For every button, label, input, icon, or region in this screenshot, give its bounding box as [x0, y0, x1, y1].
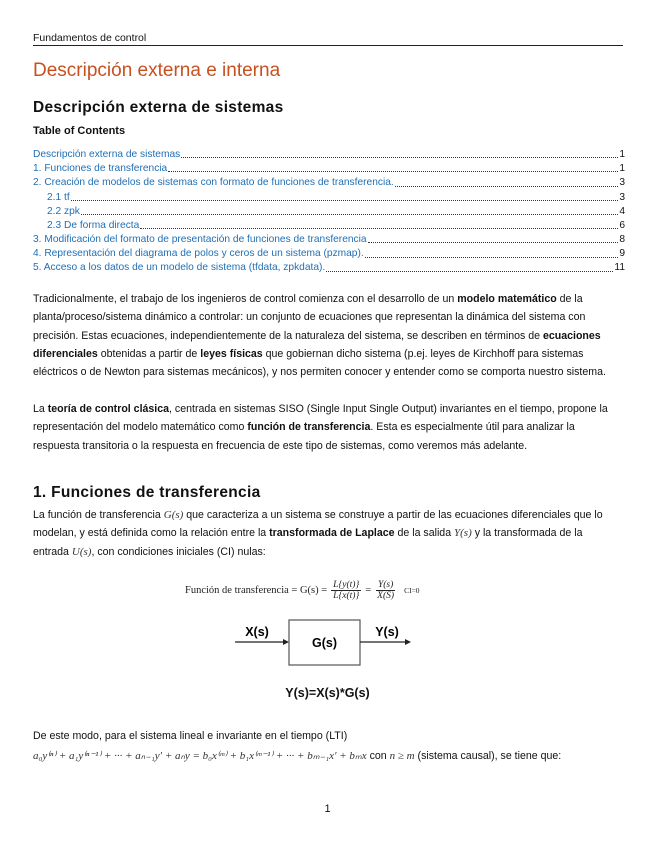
toc-entry-link[interactable]: 1. Funciones de transferencia [33, 163, 168, 175]
toc-page-number: 9 [619, 248, 625, 260]
toc-entry-link[interactable]: 2.3 De forma directa [47, 219, 140, 231]
block-diagram [225, 610, 425, 670]
page-title: Descripción externa e interna [33, 60, 281, 81]
section-1-paragraph: La función de transferencia G(s) que caracteriza a un sistema se construye a partir de las ecuaciones diferenciales que lo modelan, y está definida como la relación entre la transformada de Laplace de la salida Y(s) y la transformada de la entrada U(s), con condiciones iniciales (CI) nulas: [33, 509, 603, 558]
lti-intro: De este modo, para el sistema lineal e invariante en el tiempo (LTI) [33, 730, 348, 742]
toc-page-number: 1 [619, 148, 625, 160]
toc-page-number: 1 [619, 163, 625, 175]
lti-equation: a₀y⁽ⁿ⁾ + a₁y⁽ⁿ⁻¹⁾ + ··· + aₙ₋₁y′ + aₙy = b₀x⁽ᵐ⁾ + b₁x⁽ᵐ⁻¹⁾ + ··· + bₘ₋₁x′ + bₘx [33, 750, 367, 762]
toc-entry[interactable] [33, 219, 625, 233]
toc-leader-dots [181, 157, 618, 158]
toc-leader-dots [81, 214, 618, 215]
toc-page-number: 8 [619, 234, 625, 246]
section-heading: Descripción externa de sistemas [33, 99, 284, 116]
transfer-function-formula [185, 575, 420, 605]
diagram-input-label: X(s) [245, 625, 269, 639]
toc-page-number: 4 [619, 205, 625, 217]
toc-page-number: 6 [619, 219, 625, 231]
running-header: Fundamentos de control [33, 32, 623, 46]
toc-leader-dots [71, 200, 619, 201]
toc-entry-link[interactable]: 2.2 zpk [47, 205, 80, 217]
toc-entry[interactable] [33, 162, 625, 176]
toc-leader-dots [168, 171, 618, 172]
formula-fraction-ratio: $\frac{Y(s)}{X(S)}$ [377, 579, 395, 601]
toc-entry[interactable] [33, 176, 625, 190]
formula-equals: = [365, 584, 372, 596]
toc-entry[interactable] [33, 233, 625, 247]
formula-condition-tag: CI=0 [404, 585, 420, 595]
toc-heading: Table of Contents [33, 125, 126, 137]
page-number: 1 [324, 803, 331, 815]
formula-fraction-laplace: $\frac{L\{y(t)\}}{L\{x(t)\}}$ [333, 579, 360, 601]
toc-entry[interactable] [33, 148, 625, 162]
section-1-heading: 1. Funciones de transferencia [33, 484, 261, 501]
output-relation: Y(s)=X(s)*G(s) [285, 686, 370, 700]
toc-leader-dots [395, 186, 619, 187]
toc-leader-dots [326, 271, 613, 272]
causal-condition: n ≥ m [389, 750, 415, 762]
toc-entry-link[interactable]: 3. Modificación del formato de presentación de funciones de transferencia [33, 234, 367, 246]
toc-entry[interactable] [33, 247, 625, 261]
toc-page-number: 3 [619, 177, 625, 189]
toc-leader-dots [365, 257, 619, 258]
toc-page-number: 3 [619, 191, 625, 203]
toc-entry-link[interactable]: 4. Representación del diagrama de polos y ceros de un sistema (pzmap). [33, 248, 364, 260]
lti-equation-line: a₀y⁽ⁿ⁾ + a₁y⁽ⁿ⁻¹⁾ + ··· + aₙ₋₁y′ + aₙy = b₀x⁽ᵐ⁾ + b₁x⁽ᵐ⁻¹⁾ + ··· + bₘ₋₁x′ + bₘx con n ≥ m (sistema causal), se tiene que: [33, 750, 562, 762]
toc-entry[interactable] [33, 205, 625, 219]
diagram-output-label: Y(s) [375, 625, 399, 639]
formula-lhs: Función de transferencia = G(s) = [185, 584, 328, 596]
toc-entry-link[interactable]: 5. Acceso a los datos de un modelo de sistema (tfdata, zpkdata). [33, 262, 326, 274]
output-arrow-head [405, 639, 411, 645]
toc-page-number: 11 [614, 262, 625, 274]
intro-paragraph-2: La teoría de control clásica, centrada en sistemas SISO (Single Input Single Output) invariantes en el tiempo, propone la representación del modelo matemático como función de transferencia. Esta es especialmente útil para analizar la respuesta transitoria o la respuesta en frecuencia de este tipo de sistemas, como veremos más adelante. [33, 403, 608, 452]
input-arrow-head [283, 639, 289, 645]
toc-leader-dots [140, 228, 618, 229]
toc-entry-link[interactable]: 2.1 tf [47, 191, 70, 203]
toc-entry[interactable] [33, 191, 625, 205]
table-of-contents [33, 148, 625, 276]
intro-paragraph-1: Tradicionalmente, el trabajo de los ingenieros de control comienza con el desarrollo de un modelo matemático de la planta/proceso/sistema dinámico a controlar: un conjunto de ecuaciones que representan la dinámica del sistema con precisión. Estas ecuaciones, independientemente de la naturaleza del sistema, se describen en términos de ecuaciones diferenciales obtenidas a partir de leyes físicas que gobiernan dicho sistema (p.ej. leyes de Kirchhoff para sistemas eléctricos o de Newton para sistemas mecánicos), y nos permiten conocer y entender como se comporta nuestro sistema. [33, 293, 606, 379]
toc-entry-link[interactable]: Descripción externa de sistemas [33, 148, 181, 160]
diagram-block-label: G(s) [312, 636, 337, 650]
toc-entry[interactable] [33, 262, 625, 276]
toc-leader-dots [368, 242, 619, 243]
toc-entry-link[interactable]: 2. Creación de modelos de sistemas con formato de funciones de transferencia. [33, 177, 394, 189]
